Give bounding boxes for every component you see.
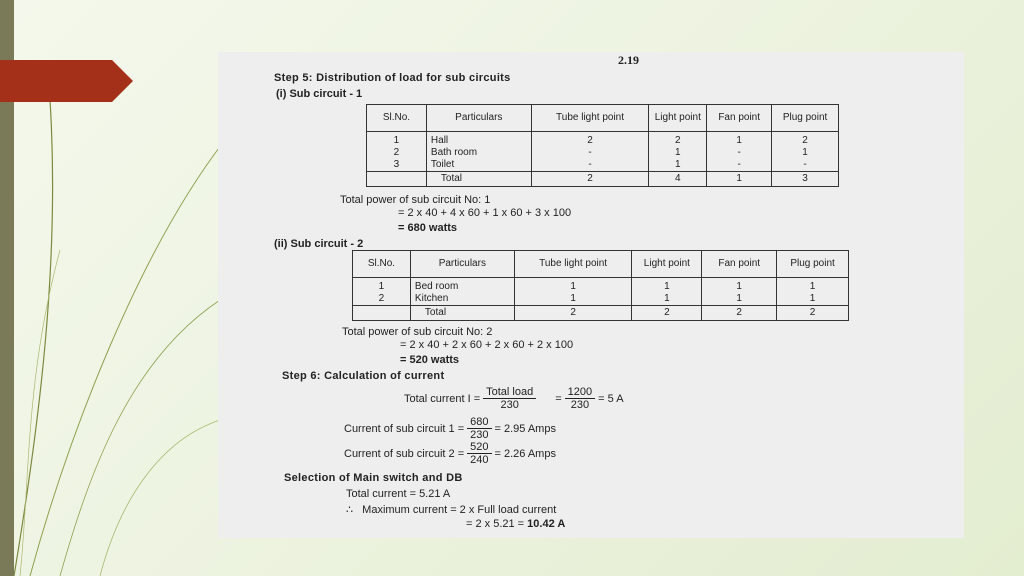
cell: [367, 172, 427, 187]
cell: 1: [632, 278, 702, 294]
table-total-row: [353, 306, 849, 321]
cell: 1: [514, 278, 632, 294]
cell: -: [531, 147, 649, 159]
cell: 2: [531, 172, 649, 187]
sub-circuit-1-power-expression: = 2 x 40 + 4 x 60 + 1 x 60 + 3 x 100: [398, 207, 572, 219]
cell: 2: [777, 306, 849, 321]
calc-expression: = 2 x 5.21 =: [466, 518, 525, 530]
step5-heading: Step 5: Distribution of load for sub circuits: [274, 72, 511, 84]
cell: Total: [426, 172, 531, 187]
cell: -: [772, 159, 839, 172]
fraction-numerator: 520: [467, 441, 491, 454]
cell: Kitchen: [410, 293, 514, 306]
maximum-current-calc: [466, 518, 565, 530]
scanned-document: [218, 52, 964, 538]
sub-circuit-2-current-formula: [344, 441, 556, 466]
sub-circuit-1-label: (i) Sub circuit - 1: [276, 88, 363, 100]
fraction: [467, 416, 491, 441]
selection-heading: Selection of Main switch and DB: [284, 472, 463, 484]
cell: 2: [702, 306, 777, 321]
cell: 2: [772, 132, 839, 148]
fraction: [565, 386, 595, 411]
table-row: [353, 278, 849, 294]
sub-circuit-2-current-label: Current of sub circuit 2 =: [344, 447, 465, 460]
cell: 1: [707, 132, 772, 148]
cell: 2: [531, 132, 649, 148]
sub-circuit-1-current-label: Current of sub circuit 1 =: [344, 422, 465, 435]
fraction-denominator: 230: [470, 429, 489, 441]
cell: Bath room: [426, 147, 531, 159]
table-header-row: [367, 105, 839, 132]
cell: 1: [772, 147, 839, 159]
cell: 1: [649, 159, 707, 172]
calc-result: 10.42 A: [527, 518, 566, 530]
header-fan: Fan point: [702, 251, 777, 278]
cell: [353, 306, 411, 321]
table-row: [367, 147, 839, 159]
table-row: [367, 159, 839, 172]
cell: 2: [649, 132, 707, 148]
cell: 1: [353, 278, 411, 294]
header-particulars: Particulars: [426, 105, 531, 132]
cell: 3: [367, 159, 427, 172]
sub-circuit-1-power-result: = 680 watts: [398, 222, 458, 234]
table-total-row: [367, 172, 839, 187]
cell: 1: [777, 278, 849, 294]
cell: -: [531, 159, 649, 172]
fraction-numerator: 680: [467, 416, 491, 429]
fraction: [467, 441, 491, 466]
total-current-label: Total current I =: [404, 392, 481, 405]
cell: 1: [649, 147, 707, 159]
sub-circuit-2-power-result: = 520 watts: [400, 354, 460, 366]
header-particulars: Particulars: [410, 251, 514, 278]
table-row: [367, 132, 839, 148]
header-tube-light: Tube light point: [531, 105, 649, 132]
cell: 1: [702, 278, 777, 294]
sub-circuit-1-current-formula: [344, 416, 556, 441]
header-plug: Plug point: [772, 105, 839, 132]
page-number: 2.19: [618, 53, 639, 67]
cell: 2: [353, 293, 411, 306]
title-arrow-shape: [0, 60, 133, 102]
total-current-formula: [404, 386, 624, 411]
selection-total-current: Total current = 5.21 A: [346, 488, 451, 500]
header-light: Light point: [649, 105, 707, 132]
cell: 2: [632, 306, 702, 321]
cell: Total: [410, 306, 514, 321]
cell: 1: [777, 293, 849, 306]
cell: -: [707, 147, 772, 159]
cell: 1: [702, 293, 777, 306]
fraction-denominator: 240: [470, 454, 489, 466]
sub-circuit-1-current-result: = 2.95 Amps: [494, 422, 556, 435]
therefore-symbol: ∴: [346, 504, 353, 516]
cell: -: [707, 159, 772, 172]
header-tube-light: Tube light point: [514, 251, 632, 278]
cell: 1: [707, 172, 772, 187]
total-current-result: = 5 A: [598, 392, 624, 405]
sub-circuit-2-current-result: = 2.26 Amps: [494, 447, 556, 460]
table-row: [353, 293, 849, 306]
cell: 1: [632, 293, 702, 306]
fraction-denominator: 230: [570, 399, 590, 411]
fraction-numerator: 1200: [565, 386, 595, 399]
header-light: Light point: [632, 251, 702, 278]
header-plug: Plug point: [777, 251, 849, 278]
fraction: [483, 386, 536, 411]
step6-heading: Step 6: Calculation of current: [282, 370, 445, 382]
cell: 2: [367, 147, 427, 159]
maximum-current-line: [346, 503, 556, 516]
cell: 3: [772, 172, 839, 187]
cell: Toilet: [426, 159, 531, 172]
cell: Bed room: [410, 278, 514, 294]
cell: 2: [514, 306, 632, 321]
sub-circuit-2-power-expression: = 2 x 40 + 2 x 60 + 2 x 60 + 2 x 100: [400, 339, 574, 351]
cell: 1: [514, 293, 632, 306]
cell: Hall: [426, 132, 531, 148]
table-header-row: [353, 251, 849, 278]
fraction-numerator: Total load: [483, 386, 536, 399]
cell: 4: [649, 172, 707, 187]
sub-circuit-2-power-label: Total power of sub circuit No: 2: [342, 326, 493, 338]
cell: 1: [367, 132, 427, 148]
equals-sign: =: [555, 392, 562, 405]
fraction-denominator: 230: [500, 399, 519, 411]
sub-circuit-2-table: [352, 250, 849, 321]
sub-circuit-1-power-label: Total power of sub circuit No: 1: [340, 194, 491, 206]
maximum-current-text: Maximum current = 2 x Full load current: [362, 504, 557, 516]
sub-circuit-1-table: [366, 104, 839, 187]
header-slno: Sl.No.: [367, 105, 427, 132]
sub-circuit-2-label: (ii) Sub circuit - 2: [274, 238, 364, 250]
header-fan: Fan point: [707, 105, 772, 132]
header-slno: Sl.No.: [353, 251, 411, 278]
